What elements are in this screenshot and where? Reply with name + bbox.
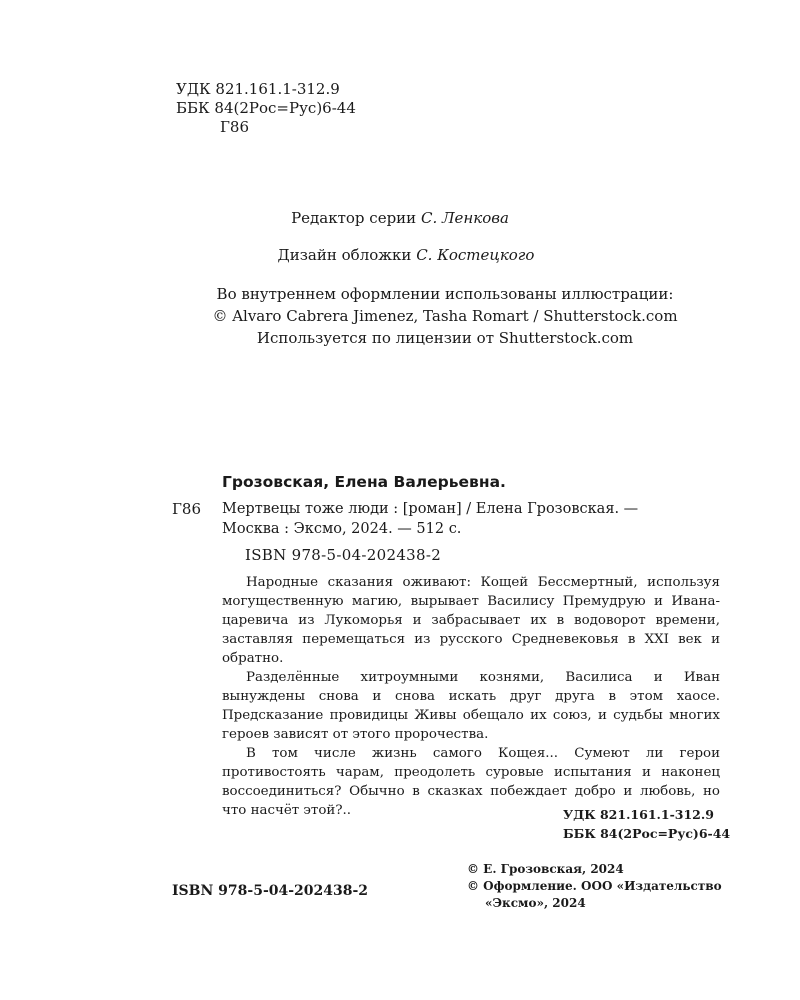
series-editor-line (0, 209, 800, 227)
illustration-credits (0, 283, 800, 349)
copyright-line: «Эксмо», 2024 (485, 896, 586, 910)
copyright-line: © Е. Грозовская, 2024 (467, 862, 624, 876)
series-editor-label: Редактор серии (291, 209, 417, 227)
annotation-paragraph: Разделённые хитроумными кознями, Василиса и Иван вынуждены снова и снова искать друг друга в этом хаосе. Предсказание провидицы Живы обещало их союз, и судьбы многих героев зависят от этого пророчества. (222, 670, 720, 742)
illustration-credits-line: © Alvaro Cabrera Jimenez, Tasha Romart / Shutterstock.com (212, 307, 678, 325)
bibliographic-line: Мертвецы тоже люди : [роман] / Елена Грозовская. — (222, 501, 639, 517)
bbk-code: ББК 84(2Рос=Рус)6-44 (176, 99, 356, 117)
cover-design-label: Дизайн обложки (277, 246, 412, 264)
cover-design-line (6, 246, 800, 264)
author-mark: Г86 (220, 118, 250, 136)
illustration-credits-line: Используется по лицензии от Shutterstock.com (256, 329, 634, 347)
bibliographic-description (222, 499, 638, 539)
bibliographic-line: Москва : Эксмо, 2024. — 512 с. (222, 521, 462, 537)
series-editor-name: С. Ленкова (420, 209, 509, 227)
annotation (222, 573, 720, 820)
classification-block-bottom (563, 805, 730, 843)
copyright-block (467, 861, 722, 912)
illustration-credits-line: Во внутреннем оформлении использованы иллюстрации: (216, 285, 674, 303)
isbn-bottom: ISBN 978-5-04-202438-2 (172, 883, 369, 899)
author-mark-bibliographic: Г86 (172, 500, 202, 518)
classification-block-top (176, 80, 356, 137)
copyright-line: © Оформление. ООО «Издательство (467, 879, 722, 893)
isbn-main: ISBN 978-5-04-202438-2 (245, 546, 442, 564)
cover-design-name: С. Костецкого (416, 246, 535, 264)
annotation-paragraph: Народные сказания оживают: Кощей Бессмертный, используя могущественную магию, вырывает Василису Премудрую и Ивана-царевича из Лукоморья и забрасывает их в водоворот времени, заставляя перемещаться из русского Средневековья в XXI век и обратно. (222, 575, 720, 666)
annotation-paragraph: В том числе жизнь самого Кощея... Сумеют ли герои противостоять чарам, преодолеть суровые испытания и наконец воссоединиться? Обычно в сказках побеждает добро и любовь, но что насчёт этой?.. (222, 746, 720, 818)
udk-code-bottom: УДК 821.161.1-312.9 (563, 807, 714, 822)
author-heading: Грозовская, Елена Валерьевна. (222, 473, 506, 491)
bbk-code-bottom: ББК 84(2Рос=Рус)6-44 (563, 826, 731, 841)
udk-code: УДК 821.161.1-312.9 (176, 80, 340, 98)
